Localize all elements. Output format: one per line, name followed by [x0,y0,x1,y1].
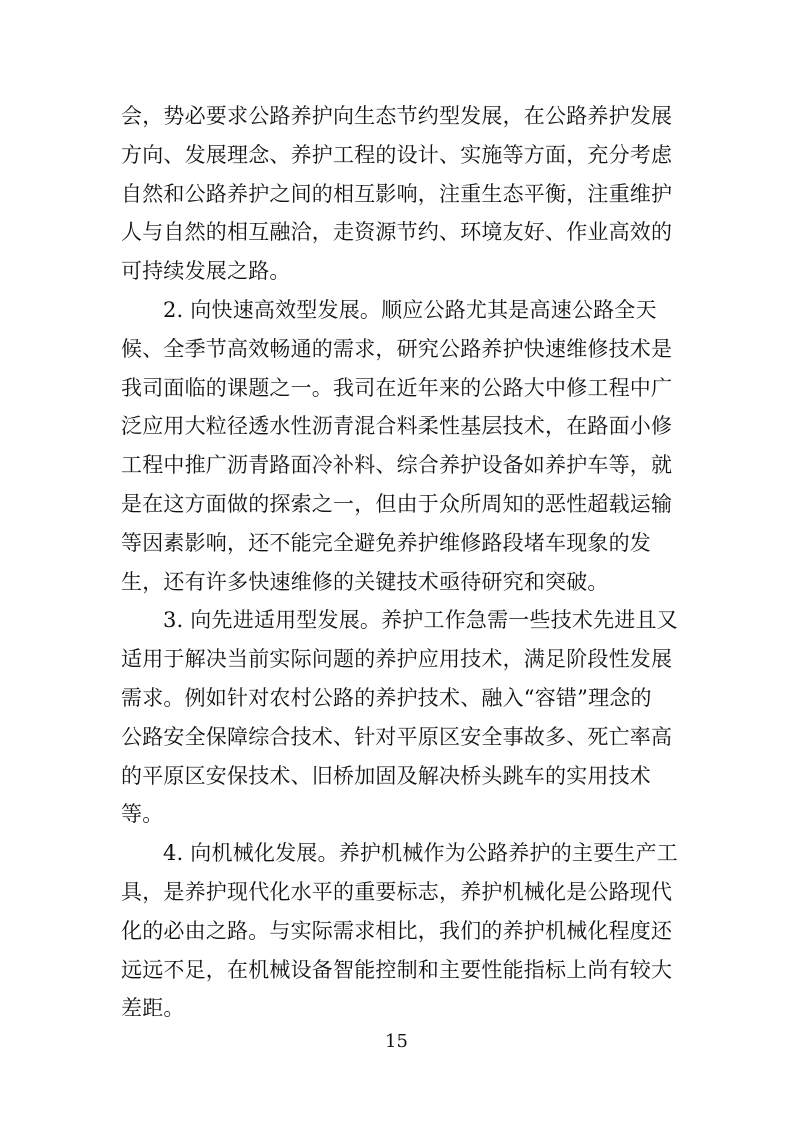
text-line: 需求。例如针对农村公路的养护技术、融入“容错”理念的 [121,685,652,710]
text-line: 是在这方面做的探索之一，但由于众所周知的恶性超载运输 [121,491,673,516]
text-line: 适用于解决当前实际问题的养护应用技术，满足阶段性发展 [121,647,673,672]
paragraph-2-first-line: 2. 向快速高效型发展。顺应公路尤其是高速公路全天 [163,297,657,322]
paragraph-4-first-line: 4. 向机械化发展。养护机械作为公路养护的主要生产工 [163,841,678,866]
text-line: 的平原区安保技术、旧桥加固及解决桥头跳车的实用技术 [121,763,651,788]
text-line: 我司面临的课题之一。我司在近年来的公路大中修工程中广 [121,375,673,400]
text-line: 化的必由之路。与实际需求相比，我们的养护机械化程度还 [121,918,673,943]
body-text [121,97,677,1028]
text-line: 生，还有许多快速维修的关键技术亟待研究和突破。 [121,569,609,594]
text-line: 会，势必要求公路养护向生态节约型发展，在公路养护发展 [121,104,673,128]
text-line: 公路安全保障综合技术、针对平原区安全事故多、死亡率高 [121,724,673,749]
page-number: 15 [385,1031,408,1052]
text-line: 可持续发展之路。 [121,259,291,284]
text-line: 等。 [121,802,164,827]
text-line: 候、全季节高效畅通的需求，研究公路养护快速维修技术是 [121,336,673,361]
text-line: 人与自然的相互融洽，走资源节约、环境友好、作业高效的 [121,220,673,245]
text-line: 方向、发展理念、养护工程的设计、实施等方面，充分考虑 [121,142,673,167]
text-line: 远远不足，在机械设备智能控制和主要性能指标上尚有较大 [121,957,673,982]
text-line: 泛应用大粒径透水性沥青混合料柔性基层技术，在路面小修 [121,414,673,439]
text-line: 工程中推广沥青路面冷补料、综合养护设备如养护车等，就 [121,453,673,478]
paragraph-3-first-line: 3. 向先进适用型发展。养护工作急需一些技术先进且又 [163,608,678,633]
text-line: 自然和公路养护之间的相互影响，注重生态平衡，注重维护 [121,181,673,206]
text-line: 差距。 [121,996,185,1021]
text-line: 具，是养护现代化水平的重要标志，养护机械化是公路现代 [121,879,673,904]
text-line: 等因素影响，还不能完全避免养护维修路段堵车现象的发 [121,530,651,555]
